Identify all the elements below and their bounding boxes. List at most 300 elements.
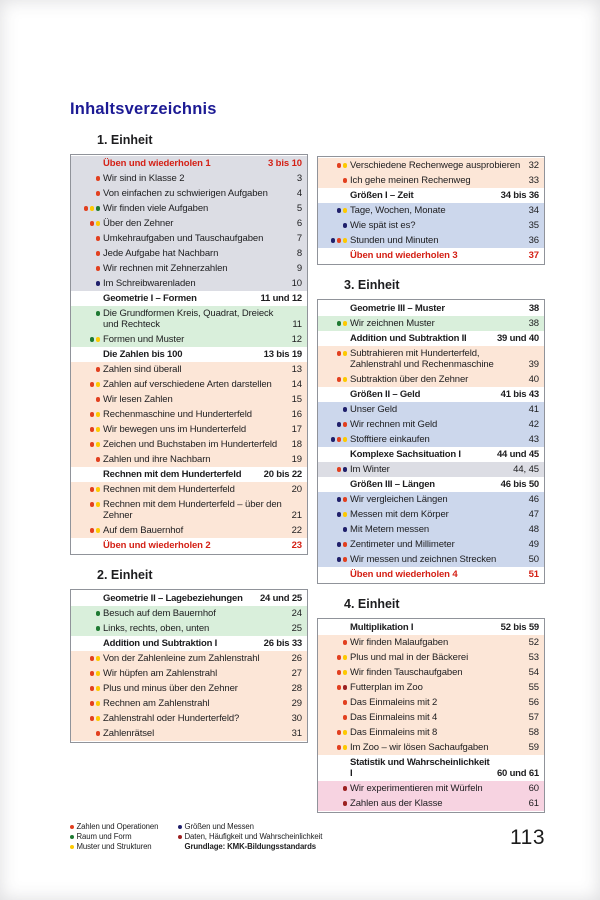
category-dots: [71, 248, 100, 256]
page-title: Inhaltsverzeichnis: [70, 100, 217, 118]
row-pages: 29: [291, 698, 302, 709]
row-pages: 39: [528, 359, 539, 370]
category-dots: [71, 623, 100, 631]
toc-row: [318, 432, 544, 447]
red-category-dot-icon: [96, 731, 101, 736]
row-pages: 13 bis 19: [263, 349, 302, 360]
category-dots: [318, 318, 347, 326]
category-dots: [71, 263, 100, 271]
row-title: Im Winter: [350, 464, 390, 475]
section-title: Größen II – Geld: [350, 389, 421, 400]
red-category-dot-icon: [90, 442, 95, 447]
category-dots: [71, 499, 100, 507]
toc-row: [318, 233, 544, 248]
row-pages: 58: [528, 727, 539, 738]
toc-row: [318, 635, 544, 650]
row-pages: 57: [528, 712, 539, 723]
yellow-category-dot-icon: [343, 745, 348, 750]
row-pages: 42: [528, 419, 539, 430]
row-pages: 5: [296, 203, 302, 214]
toc-box: [317, 156, 545, 265]
toc-row: [318, 725, 544, 740]
yellow-category-dot-icon: [343, 351, 348, 356]
review-title: Üben und wiederholen 2: [103, 540, 211, 551]
row-pages: 11 und 12: [260, 293, 302, 304]
row-title: Wir messen und zeichnen Strecken: [350, 554, 497, 565]
toc-row: [71, 437, 307, 452]
navy-category-dot-icon: [337, 497, 342, 502]
row-title: Ich gehe meinen Rechenweg: [350, 175, 471, 186]
row-title: Zahlen auf verschiedene Arten darstellen: [103, 379, 272, 390]
yellow-category-dot-icon: [96, 221, 101, 226]
row-title: Wir rechnen mit Zehnerzahlen: [103, 263, 228, 274]
red-category-dot-icon: [343, 715, 348, 720]
legend-label: Zahlen und Operationen: [76, 822, 159, 831]
row-pages: 24 und 25: [259, 593, 302, 604]
toc-row: [318, 477, 544, 492]
category-dots: [71, 698, 100, 706]
section-title: Größen III – Längen: [350, 479, 435, 490]
red-category-dot-icon: [337, 163, 342, 168]
section-title: Addition und Subtraktion II: [350, 333, 467, 344]
row-pages: 34 bis 36: [500, 190, 539, 201]
toc-row: [318, 507, 544, 522]
row-title: Zahlen und ihre Nachbarn: [103, 454, 211, 465]
toc-row: [318, 755, 544, 781]
row-title: Plus und mal in der Bäckerei: [350, 652, 469, 663]
row-title: Besuch auf dem Bauernhof: [103, 608, 216, 619]
toc-row: [71, 347, 307, 362]
green-category-dot-icon: [70, 835, 74, 839]
category-dots: [71, 608, 100, 616]
toc-row: [318, 740, 544, 755]
section-title: Multiplikation I: [350, 622, 414, 633]
category-dots: [318, 637, 347, 645]
row-pages: 23: [291, 540, 302, 551]
page-number: 113: [510, 826, 545, 849]
row-pages: 8: [296, 248, 302, 259]
red-category-dot-icon: [90, 701, 95, 706]
row-pages: 31: [291, 728, 302, 739]
toc-row: [318, 695, 544, 710]
row-pages: 13: [291, 364, 302, 375]
yellow-category-dot-icon: [343, 512, 348, 517]
red-category-dot-icon: [337, 730, 342, 735]
row-title: Subtrahieren mit Hunderterfeld, Zahlenstrahl und Rechenmaschine: [350, 348, 494, 370]
row-pages: 7: [296, 233, 302, 244]
yellow-category-dot-icon: [343, 437, 348, 442]
row-pages: 37: [528, 250, 539, 261]
toc-row: [318, 203, 544, 218]
navy-category-dot-icon: [337, 557, 342, 562]
row-pages: 22: [291, 525, 302, 536]
category-dots: [71, 364, 100, 372]
row-title: Messen mit dem Körper: [350, 509, 449, 520]
yellow-category-dot-icon: [96, 716, 101, 721]
legend-item: [178, 822, 322, 832]
red-category-dot-icon: [90, 382, 95, 387]
navy-category-dot-icon: [331, 437, 336, 442]
row-title: Wir experimentieren mit Würfeln: [350, 783, 483, 794]
toc-row: [318, 173, 544, 188]
toc-row: [71, 171, 307, 186]
legend-column: [70, 822, 178, 852]
row-pages: 6: [296, 218, 302, 229]
toc-columns: [70, 133, 545, 813]
toc-row: [71, 422, 307, 437]
toc-row: [318, 447, 544, 462]
toc-row: [318, 372, 544, 387]
row-title: Von der Zahlenleine zum Zahlenstrahl: [103, 653, 260, 664]
row-title: Zahlenrätsel: [103, 728, 155, 739]
navy-category-dot-icon: [331, 238, 336, 243]
toc-row: [71, 482, 307, 497]
row-title: Das Einmaleins mit 8: [350, 727, 438, 738]
section-title: Komplexe Sachsituation I: [350, 449, 461, 460]
row-pages: 26: [291, 653, 302, 664]
toc-row: [71, 201, 307, 216]
row-title: Wie spät ist es?: [350, 220, 416, 231]
toc-row: [71, 216, 307, 231]
toc-row: [318, 781, 544, 796]
category-dots: [318, 667, 347, 675]
red-category-dot-icon: [96, 457, 101, 462]
row-pages: 26 bis 33: [263, 638, 302, 649]
page-footer: [70, 822, 545, 852]
category-dots: [318, 697, 347, 705]
toc-row: [71, 291, 307, 306]
red-category-dot-icon: [96, 266, 101, 271]
green-category-dot-icon: [96, 311, 101, 316]
row-pages: 59: [528, 742, 539, 753]
yellow-category-dot-icon: [96, 427, 101, 432]
category-dots: [71, 278, 100, 286]
row-title: Wir finden viele Aufgaben: [103, 203, 209, 214]
yellow-category-dot-icon: [96, 442, 101, 447]
category-dots: [318, 235, 347, 243]
category-legend: [70, 822, 322, 852]
toc-row: [71, 306, 307, 332]
unit-heading: 3. Einheit: [344, 278, 400, 292]
yellow-category-dot-icon: [96, 502, 101, 507]
row-title: Rechnen am Zahlenstrahl: [103, 698, 210, 709]
row-title: Rechenmaschine und Hunderterfeld: [103, 409, 252, 420]
red-category-dot-icon: [96, 191, 101, 196]
legend-label: Muster und Strukturen: [76, 842, 152, 851]
row-pages: 33: [528, 175, 539, 186]
row-title: Formen und Muster: [103, 334, 185, 345]
toc-box: [70, 589, 308, 743]
yellow-category-dot-icon: [90, 206, 95, 211]
red-category-dot-icon: [70, 825, 74, 829]
red-category-dot-icon: [90, 656, 95, 661]
toc-row: [71, 591, 307, 606]
yellow-category-dot-icon: [343, 321, 348, 326]
yellow-category-dot-icon: [96, 337, 101, 342]
yellow-category-dot-icon: [343, 730, 348, 735]
toc-row: [318, 462, 544, 477]
navy-category-dot-icon: [343, 527, 348, 532]
red-category-dot-icon: [90, 487, 95, 492]
yellow-category-dot-icon: [96, 671, 101, 676]
row-pages: 51: [528, 569, 539, 580]
category-dots: [71, 394, 100, 402]
yellow-category-dot-icon: [343, 208, 348, 213]
row-pages: 32: [528, 160, 539, 171]
toc-row: [71, 497, 307, 523]
toc-row: [318, 402, 544, 417]
toc-row: [71, 711, 307, 726]
red-category-dot-icon: [90, 716, 95, 721]
toc-box: [70, 154, 308, 555]
row-pages: 47: [528, 509, 539, 520]
category-dots: [318, 348, 347, 356]
row-title: Die Grundformen Kreis, Quadrat, Dreieck und Rechteck: [103, 308, 274, 330]
category-dots: [318, 464, 347, 472]
toc-row: [71, 246, 307, 261]
toc-column: [70, 133, 308, 743]
category-dots: [318, 419, 347, 427]
category-dots: [318, 205, 347, 213]
row-pages: 34: [528, 205, 539, 216]
category-dots: [71, 173, 100, 181]
navy-category-dot-icon: [343, 467, 348, 472]
legend-item: [178, 832, 322, 842]
row-pages: 41 bis 43: [500, 389, 539, 400]
legend-label: Raum und Form: [76, 832, 132, 841]
toc-row: [71, 452, 307, 467]
legend-note: Grundlage: KMK-Bildungsstandards: [184, 842, 317, 851]
toc-row: [318, 331, 544, 346]
row-pages: 60: [528, 783, 539, 794]
row-pages: 39 und 40: [496, 333, 539, 344]
row-title: Mit Metern messen: [350, 524, 430, 535]
legend-item: [70, 842, 178, 852]
row-pages: 60 und 61: [496, 768, 539, 779]
row-title: Das Einmaleins mit 2: [350, 697, 438, 708]
row-pages: 10: [291, 278, 302, 289]
section-title: Geometrie III – Muster: [350, 303, 445, 314]
toc-row: [318, 620, 544, 635]
row-title: Tage, Wochen, Monate: [350, 205, 446, 216]
row-title: Das Einmaleins mit 4: [350, 712, 438, 723]
row-pages: 24: [291, 608, 302, 619]
red-category-dot-icon: [343, 542, 348, 547]
row-title: Jede Aufgabe hat Nachbarn: [103, 248, 219, 259]
toc-row: [318, 522, 544, 537]
toc-row: [71, 392, 307, 407]
section-title: Rechnen mit dem Hunderterfeld: [103, 469, 242, 480]
row-pages: 12: [291, 334, 302, 345]
red-category-dot-icon: [90, 427, 95, 432]
toc-box: [317, 618, 545, 813]
legend-label: Daten, Häufigkeit und Wahrscheinlichkeit: [184, 832, 323, 841]
row-title: Im Schreibwarenladen: [103, 278, 196, 289]
red-category-dot-icon: [343, 640, 348, 645]
review-title: Üben und wiederholen 3: [350, 250, 458, 261]
row-pages: 3: [296, 173, 302, 184]
row-pages: 14: [291, 379, 302, 390]
toc-row: [71, 523, 307, 538]
row-pages: 18: [291, 439, 302, 450]
row-pages: 53: [528, 652, 539, 663]
toc-row: [318, 248, 544, 263]
row-title: Wir finden Tauschaufgaben: [350, 667, 463, 678]
row-title: Zahlen sind überall: [103, 364, 182, 375]
toc-row: [318, 552, 544, 567]
toc-row: [71, 726, 307, 741]
row-pages: 49: [528, 539, 539, 550]
row-title: Subtraktion über den Zehner: [350, 374, 469, 385]
toc-row: [71, 377, 307, 392]
category-dots: [318, 494, 347, 502]
toc-row: [318, 188, 544, 203]
row-pages: 3 bis 10: [267, 158, 302, 169]
review-title: Üben und wiederholen 4: [350, 569, 458, 580]
yellow-category-dot-icon: [96, 656, 101, 661]
category-dots: [71, 728, 100, 736]
category-dots: [318, 712, 347, 720]
red-category-dot-icon: [343, 422, 348, 427]
red-category-dot-icon: [90, 221, 95, 226]
row-pages: 55: [528, 682, 539, 693]
toc-row: [318, 492, 544, 507]
section-title: Größen I – Zeit: [350, 190, 414, 201]
toc-row: [318, 218, 544, 233]
category-dots: [71, 233, 100, 241]
category-dots: [71, 379, 100, 387]
row-title: Wir zeichnen Muster: [350, 318, 435, 329]
red-category-dot-icon: [337, 685, 342, 690]
category-dots: [71, 308, 100, 316]
darkred-category-dot-icon: [343, 786, 348, 791]
category-dots: [318, 160, 347, 168]
category-dots: [71, 203, 100, 211]
row-title: Plus und minus über den Zehner: [103, 683, 238, 694]
row-pages: 4: [296, 188, 302, 199]
row-title: Über den Zehner: [103, 218, 174, 229]
row-pages: 30: [291, 713, 302, 724]
toc-row: [318, 417, 544, 432]
toc-row: [318, 650, 544, 665]
yellow-category-dot-icon: [96, 382, 101, 387]
darkred-category-dot-icon: [178, 835, 182, 839]
row-title: Wir rechnen mit Geld: [350, 419, 438, 430]
row-title: Wir bewegen uns im Hunderterfeld: [103, 424, 247, 435]
red-category-dot-icon: [337, 745, 342, 750]
row-title: Wir sind in Klasse 2: [103, 173, 185, 184]
row-pages: 41: [528, 404, 539, 415]
toc-row: [71, 636, 307, 651]
toc-row: [71, 362, 307, 377]
toc-row: [71, 261, 307, 276]
review-title: Üben und wiederholen 1: [103, 158, 211, 169]
toc-row: [318, 158, 544, 173]
section-title: Addition und Subtraktion I: [103, 638, 218, 649]
toc-row: [71, 681, 307, 696]
toc-row: [71, 276, 307, 291]
row-title: Zahlen aus der Klasse: [350, 798, 443, 809]
red-category-dot-icon: [343, 497, 348, 502]
section-title: Die Zahlen bis 100: [103, 349, 183, 360]
navy-category-dot-icon: [343, 407, 348, 412]
navy-category-dot-icon: [337, 208, 342, 213]
navy-category-dot-icon: [337, 422, 342, 427]
row-pages: 38: [528, 303, 539, 314]
category-dots: [318, 220, 347, 228]
row-pages: 52: [528, 637, 539, 648]
yellow-category-dot-icon: [343, 163, 348, 168]
row-title: Wir finden Malaufgaben: [350, 637, 449, 648]
navy-category-dot-icon: [337, 542, 342, 547]
category-dots: [71, 188, 100, 196]
red-category-dot-icon: [96, 397, 101, 402]
red-category-dot-icon: [90, 686, 95, 691]
yellow-category-dot-icon: [343, 238, 348, 243]
red-category-dot-icon: [96, 236, 101, 241]
category-dots: [318, 742, 347, 750]
row-title: Wir hüpfen am Zahlenstrahl: [103, 668, 218, 679]
row-title: Verschiedene Rechenwege ausprobieren: [350, 160, 521, 171]
toc-row: [71, 666, 307, 681]
row-title: Futterplan im Zoo: [350, 682, 423, 693]
category-dots: [71, 484, 100, 492]
row-pages: 52 bis 59: [500, 622, 539, 633]
row-pages: 40: [528, 374, 539, 385]
red-category-dot-icon: [90, 412, 95, 417]
row-pages: 35: [528, 220, 539, 231]
toc-row: [318, 710, 544, 725]
row-pages: 17: [291, 424, 302, 435]
row-pages: 50: [528, 554, 539, 565]
toc-row: [318, 301, 544, 316]
yellow-category-dot-icon: [343, 655, 348, 660]
row-pages: 46 bis 50: [500, 479, 539, 490]
category-dots: [318, 798, 347, 806]
category-dots: [318, 434, 347, 442]
category-dots: [71, 525, 100, 533]
category-dots: [318, 509, 347, 517]
toc-row: [71, 467, 307, 482]
category-dots: [71, 218, 100, 226]
row-title: Wir lesen Zahlen: [103, 394, 173, 405]
unit-heading: 2. Einheit: [97, 568, 153, 582]
red-category-dot-icon: [90, 671, 95, 676]
category-dots: [318, 175, 347, 183]
toc-row: [71, 606, 307, 621]
red-category-dot-icon: [337, 467, 342, 472]
red-category-dot-icon: [343, 557, 348, 562]
row-title: Im Zoo – wir lösen Sachaufgaben: [350, 742, 489, 753]
legend-item: [70, 822, 178, 832]
unit-heading: 4. Einheit: [344, 597, 400, 611]
row-title: Links, rechts, oben, unten: [103, 623, 210, 634]
navy-category-dot-icon: [343, 223, 348, 228]
yellow-category-dot-icon: [96, 701, 101, 706]
section-title: Geometrie I – Formen: [103, 293, 197, 304]
row-title: Von einfachen zu schwierigen Aufgaben: [103, 188, 268, 199]
yellow-category-dot-icon: [343, 377, 348, 382]
category-dots: [71, 409, 100, 417]
legend-item: [70, 832, 178, 842]
row-pages: 43: [528, 434, 539, 445]
toc-row: [318, 796, 544, 811]
row-title: Unser Geld: [350, 404, 398, 415]
category-dots: [318, 374, 347, 382]
category-dots: [318, 554, 347, 562]
row-pages: 61: [528, 798, 539, 809]
row-pages: 11: [292, 319, 302, 330]
